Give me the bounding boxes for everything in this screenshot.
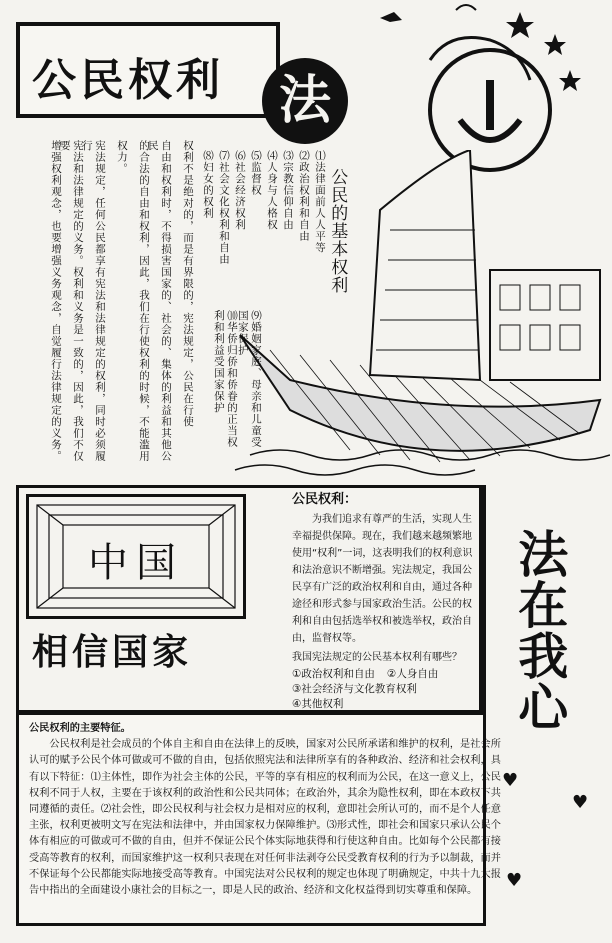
left-text-column: 权利不是绝对的，而是有界限的，宪法规定，公民在行使 — [182, 140, 194, 428]
option-item: ①政治权利和自由 — [292, 668, 375, 680]
page-title: 公民权利 — [32, 55, 224, 106]
bird-icon — [380, 12, 402, 22]
rights-list — [196, 150, 326, 450]
bottom-body: 公民权利是社会成员的个体自主和自由在法律上的反映，国家对公民所承诺和维护的权利，是社会所认可的赋予公民个体可做或可不做的自由，包括依照宪法和法律所享有的各种政治、经济和社会权利，具有以下特征：⑴主体性，即作为社会主体的公民，平等的享有相应的权利而为公民，在这一意义上，公民权利不同于人权，主要在于该权利的政治性和公民共同体；在政治外，其余为隐性权利，即在本政权下共同遵循的责任。⑵社会性，即公民权利与社会权力是相对应的权利，意即社会所认可的，而不是个人任意主张，权利更被明文写在宪法和法律中，并由国家权力保障维护。⑶形式性，即社会和国家只承认公民个体有相应的可做或可不做的自由，但并不保证公民个体实际地获得和行使这种自由。比如每个公民都有接受高等教育的权利，而国家维护这一权利只表现在对任何非法剥夺公民受教育权利的行为予以制裁，而并不保证每个公民都能实际地接受高等教育。中国宪法对公民权利的规定也体现了明确规定，中共十九大报告中指出的全面建设小康社会的目标之一，即是人民的政治、经济和文化权益得到切实尊重和保障。 — [29, 739, 501, 897]
basic-rights-title: 公民的基本权利 — [327, 168, 348, 294]
decoration-header — [360, 0, 612, 175]
flag-icon — [430, 38, 530, 81]
left-text-column: 增强权利观念，也要增强义务观念，自觉履行法律规定的义务。 — [50, 140, 62, 462]
option-item: ③社会经济与文化教育权利 — [292, 683, 417, 695]
rights-item: ⑵政治权利和自由 — [298, 150, 310, 242]
slogan-trust-nation: 相信国家 — [32, 631, 193, 673]
rights-item: ⑺社会文化权利和自由 — [218, 150, 230, 265]
rights-item: ⑹社会经济权利 — [234, 150, 246, 231]
bird-icon — [456, 5, 476, 10]
left-text-column: 自由和权利时，不得损害国家的、社会的、集体的利益和其他公民 — [146, 140, 172, 462]
bottom-heading: 公民权利的主要特征。 — [29, 723, 131, 734]
left-text-column: 宪法规定，任何公民都享有宪法和法律规定的权利，同时必须履行 — [80, 140, 106, 462]
left-text-column: 宪法和法律规定的义务。权利和义务是一致的，因此，我们不仅要 — [58, 140, 84, 462]
left-text-column: 权力。 — [116, 140, 128, 175]
option-item: ④其他权利 — [292, 698, 344, 710]
heart-icon: ♥ — [502, 770, 519, 791]
heart-icon: ♥ — [572, 792, 589, 813]
panel-body: 为我们追求有尊严的生活，实现人生幸福提供保障。现在，我们越来越频繁地使用“权利”一词，这表明我们的权利意识和法治意识不断增强。宪法规定，我国公民享有广泛的政治权利和自由，通过各种途径和形式参与国家政治生活。公民的权利和自由包括选举权和被选举权，政治自由，监督权等。 — [292, 514, 473, 644]
panel-options — [292, 666, 478, 711]
left-text-columns — [26, 140, 194, 480]
rights-item: ⑸监督权 — [250, 150, 262, 196]
china-art-label: 中国 — [88, 540, 184, 586]
bottom-text — [29, 721, 501, 899]
rights-item: ⑴法律面前人人平等 — [314, 150, 326, 254]
divider — [482, 485, 486, 713]
rights-item: ⑽华侨归侨和侨眷的正当权利和利益受国家保护 — [212, 310, 238, 448]
rights-item: ⑷人身与人格权 — [266, 150, 278, 231]
rights-item: ⑻妇女的权利 — [202, 150, 214, 219]
rights-item: ⑼婚姻家庭、母亲和儿童受国家保护 — [236, 310, 262, 448]
bottom-box — [16, 712, 501, 926]
rights-item: ⑶宗教信仰自由 — [282, 150, 294, 231]
heart-icon: ♥ — [506, 870, 523, 891]
law-circle-char: 法 — [278, 70, 331, 131]
slogan-law-in-heart — [494, 528, 584, 747]
left-text-column: 的合法的自由和权利，因此，我们在行使权利的时候，不能滥用 — [138, 140, 150, 462]
option-item: ②人身自由 — [386, 668, 439, 680]
china-art-box — [26, 494, 246, 619]
slogan-text: 法在我心 — [510, 528, 570, 732]
title-box — [16, 22, 280, 118]
civil-rights-panel — [292, 488, 478, 710]
panel-question: 我国宪法规定的公民基本权利有哪些？ — [292, 652, 462, 663]
law-circle-badge — [262, 58, 348, 144]
panel-title: 公民权利： — [292, 492, 358, 507]
